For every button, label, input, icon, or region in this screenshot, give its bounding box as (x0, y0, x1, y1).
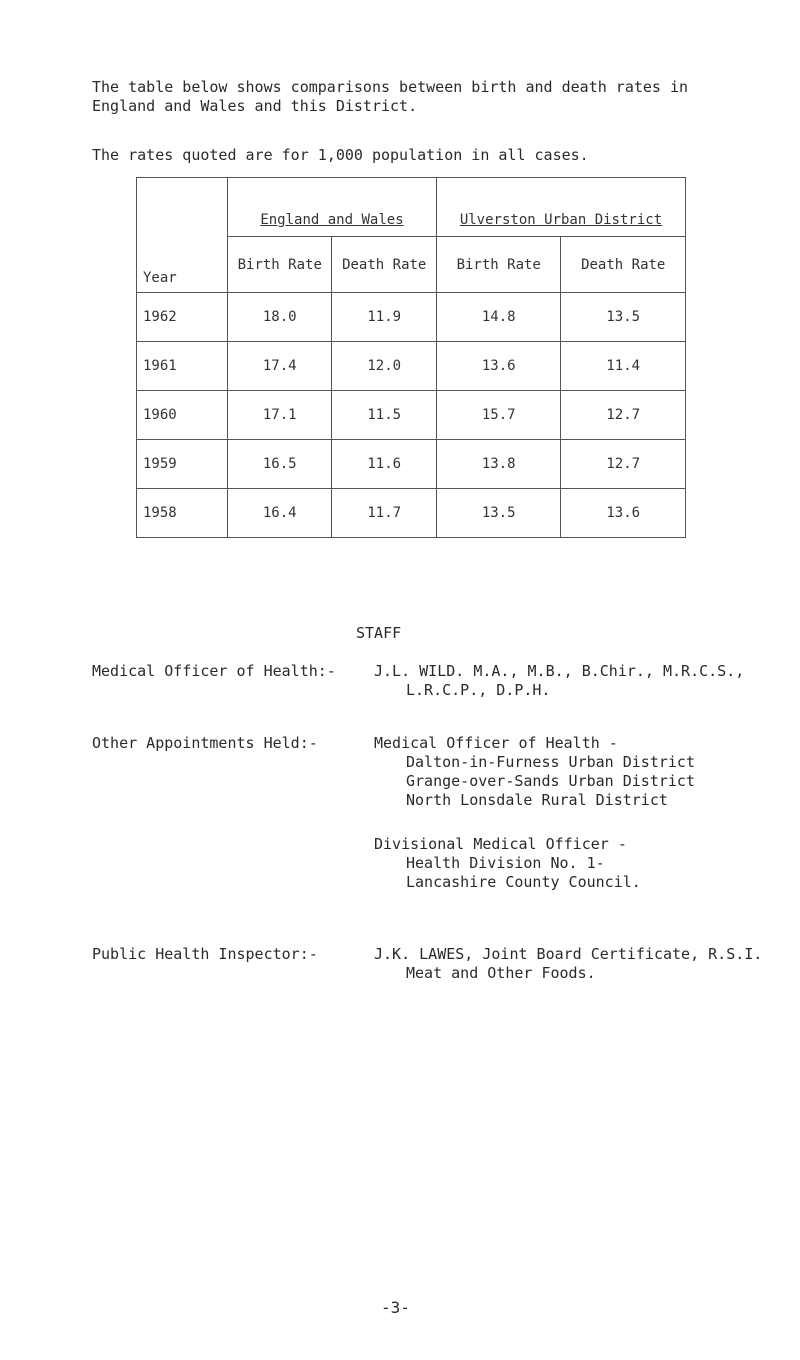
phi-name-line1: J.K. LAWES, Joint Board Certificate, R.S.I. (374, 945, 763, 963)
u-death-header: Death Rate (561, 237, 686, 293)
year-cell: 1962 (137, 293, 228, 342)
phi-name (374, 945, 794, 983)
other-item: Dalton-in-Furness Urban District (406, 753, 695, 771)
ew-death-header: Death Rate (332, 237, 436, 293)
england-wales-header: England and Wales (228, 178, 437, 237)
u-birth-cell: 13.8 (436, 440, 561, 489)
ew-birth-cell: 17.4 (228, 342, 332, 391)
ew-death-cell: 11.7 (332, 489, 436, 538)
u-death-cell: 12.7 (561, 391, 686, 440)
year-cell: 1961 (137, 342, 228, 391)
divisional-item: Lancashire County Council. (406, 873, 641, 891)
ew-birth-cell: 16.5 (228, 440, 332, 489)
other-title: Medical Officer of Health - (374, 734, 618, 752)
divisional-item: Health Division No. 1- (406, 854, 605, 872)
table-row (137, 391, 686, 440)
staff-heading: STAFF (356, 624, 402, 642)
u-birth-cell: 13.6 (436, 342, 561, 391)
u-death-cell: 12.7 (561, 440, 686, 489)
intro-paragraph: The table below shows comparisons between birth and death rates in England and Wales and this District. (92, 78, 689, 115)
year-cell: 1959 (137, 440, 228, 489)
phi-name-line2: Meat and Other Foods. (406, 964, 596, 982)
moh-name-line1: J.L. WILD. M.A., M.B., B.Chir., M.R.C.S., (374, 662, 745, 680)
other-item: Grange-over-Sands Urban District (406, 772, 695, 790)
ew-birth-cell: 17.1 (228, 391, 332, 440)
moh-name (374, 662, 794, 700)
moh-label: Medical Officer of Health:- (92, 662, 336, 680)
u-birth-cell: 13.5 (436, 489, 561, 538)
u-death-cell: 11.4 (561, 342, 686, 391)
u-birth-header: Birth Rate (436, 237, 561, 293)
u-death-cell: 13.6 (561, 489, 686, 538)
year-cell: 1960 (137, 391, 228, 440)
other-appointments-label: Other Appointments Held:- (92, 734, 318, 752)
u-birth-cell: 14.8 (436, 293, 561, 342)
divisional-title: Divisional Medical Officer - (374, 835, 627, 853)
ew-death-cell: 11.9 (332, 293, 436, 342)
table-row (137, 342, 686, 391)
table-group-header-row (137, 178, 686, 237)
phi-label: Public Health Inspector:- (92, 945, 318, 963)
u-death-cell: 13.5 (561, 293, 686, 342)
table-row (137, 293, 686, 342)
year-cell: 1958 (137, 489, 228, 538)
year-header: Year (137, 178, 228, 293)
moh-name-line2: L.R.C.P., D.P.H. (406, 681, 551, 699)
ew-death-cell: 12.0 (332, 342, 436, 391)
table-row (137, 440, 686, 489)
ew-birth-header: Birth Rate (228, 237, 332, 293)
ew-death-cell: 11.5 (332, 391, 436, 440)
ew-death-cell: 11.6 (332, 440, 436, 489)
other-item: North Lonsdale Rural District (406, 791, 668, 809)
ew-birth-cell: 18.0 (228, 293, 332, 342)
other-appointments (374, 734, 794, 892)
page-number: -3- (381, 1298, 410, 1317)
table-row (137, 489, 686, 538)
rates-table (136, 177, 686, 538)
ew-birth-cell: 16.4 (228, 489, 332, 538)
intro-note: The rates quoted are for 1,000 population in all cases. (92, 146, 589, 164)
u-birth-cell: 15.7 (436, 391, 561, 440)
ulverston-header: Ulverston Urban District (436, 178, 685, 237)
